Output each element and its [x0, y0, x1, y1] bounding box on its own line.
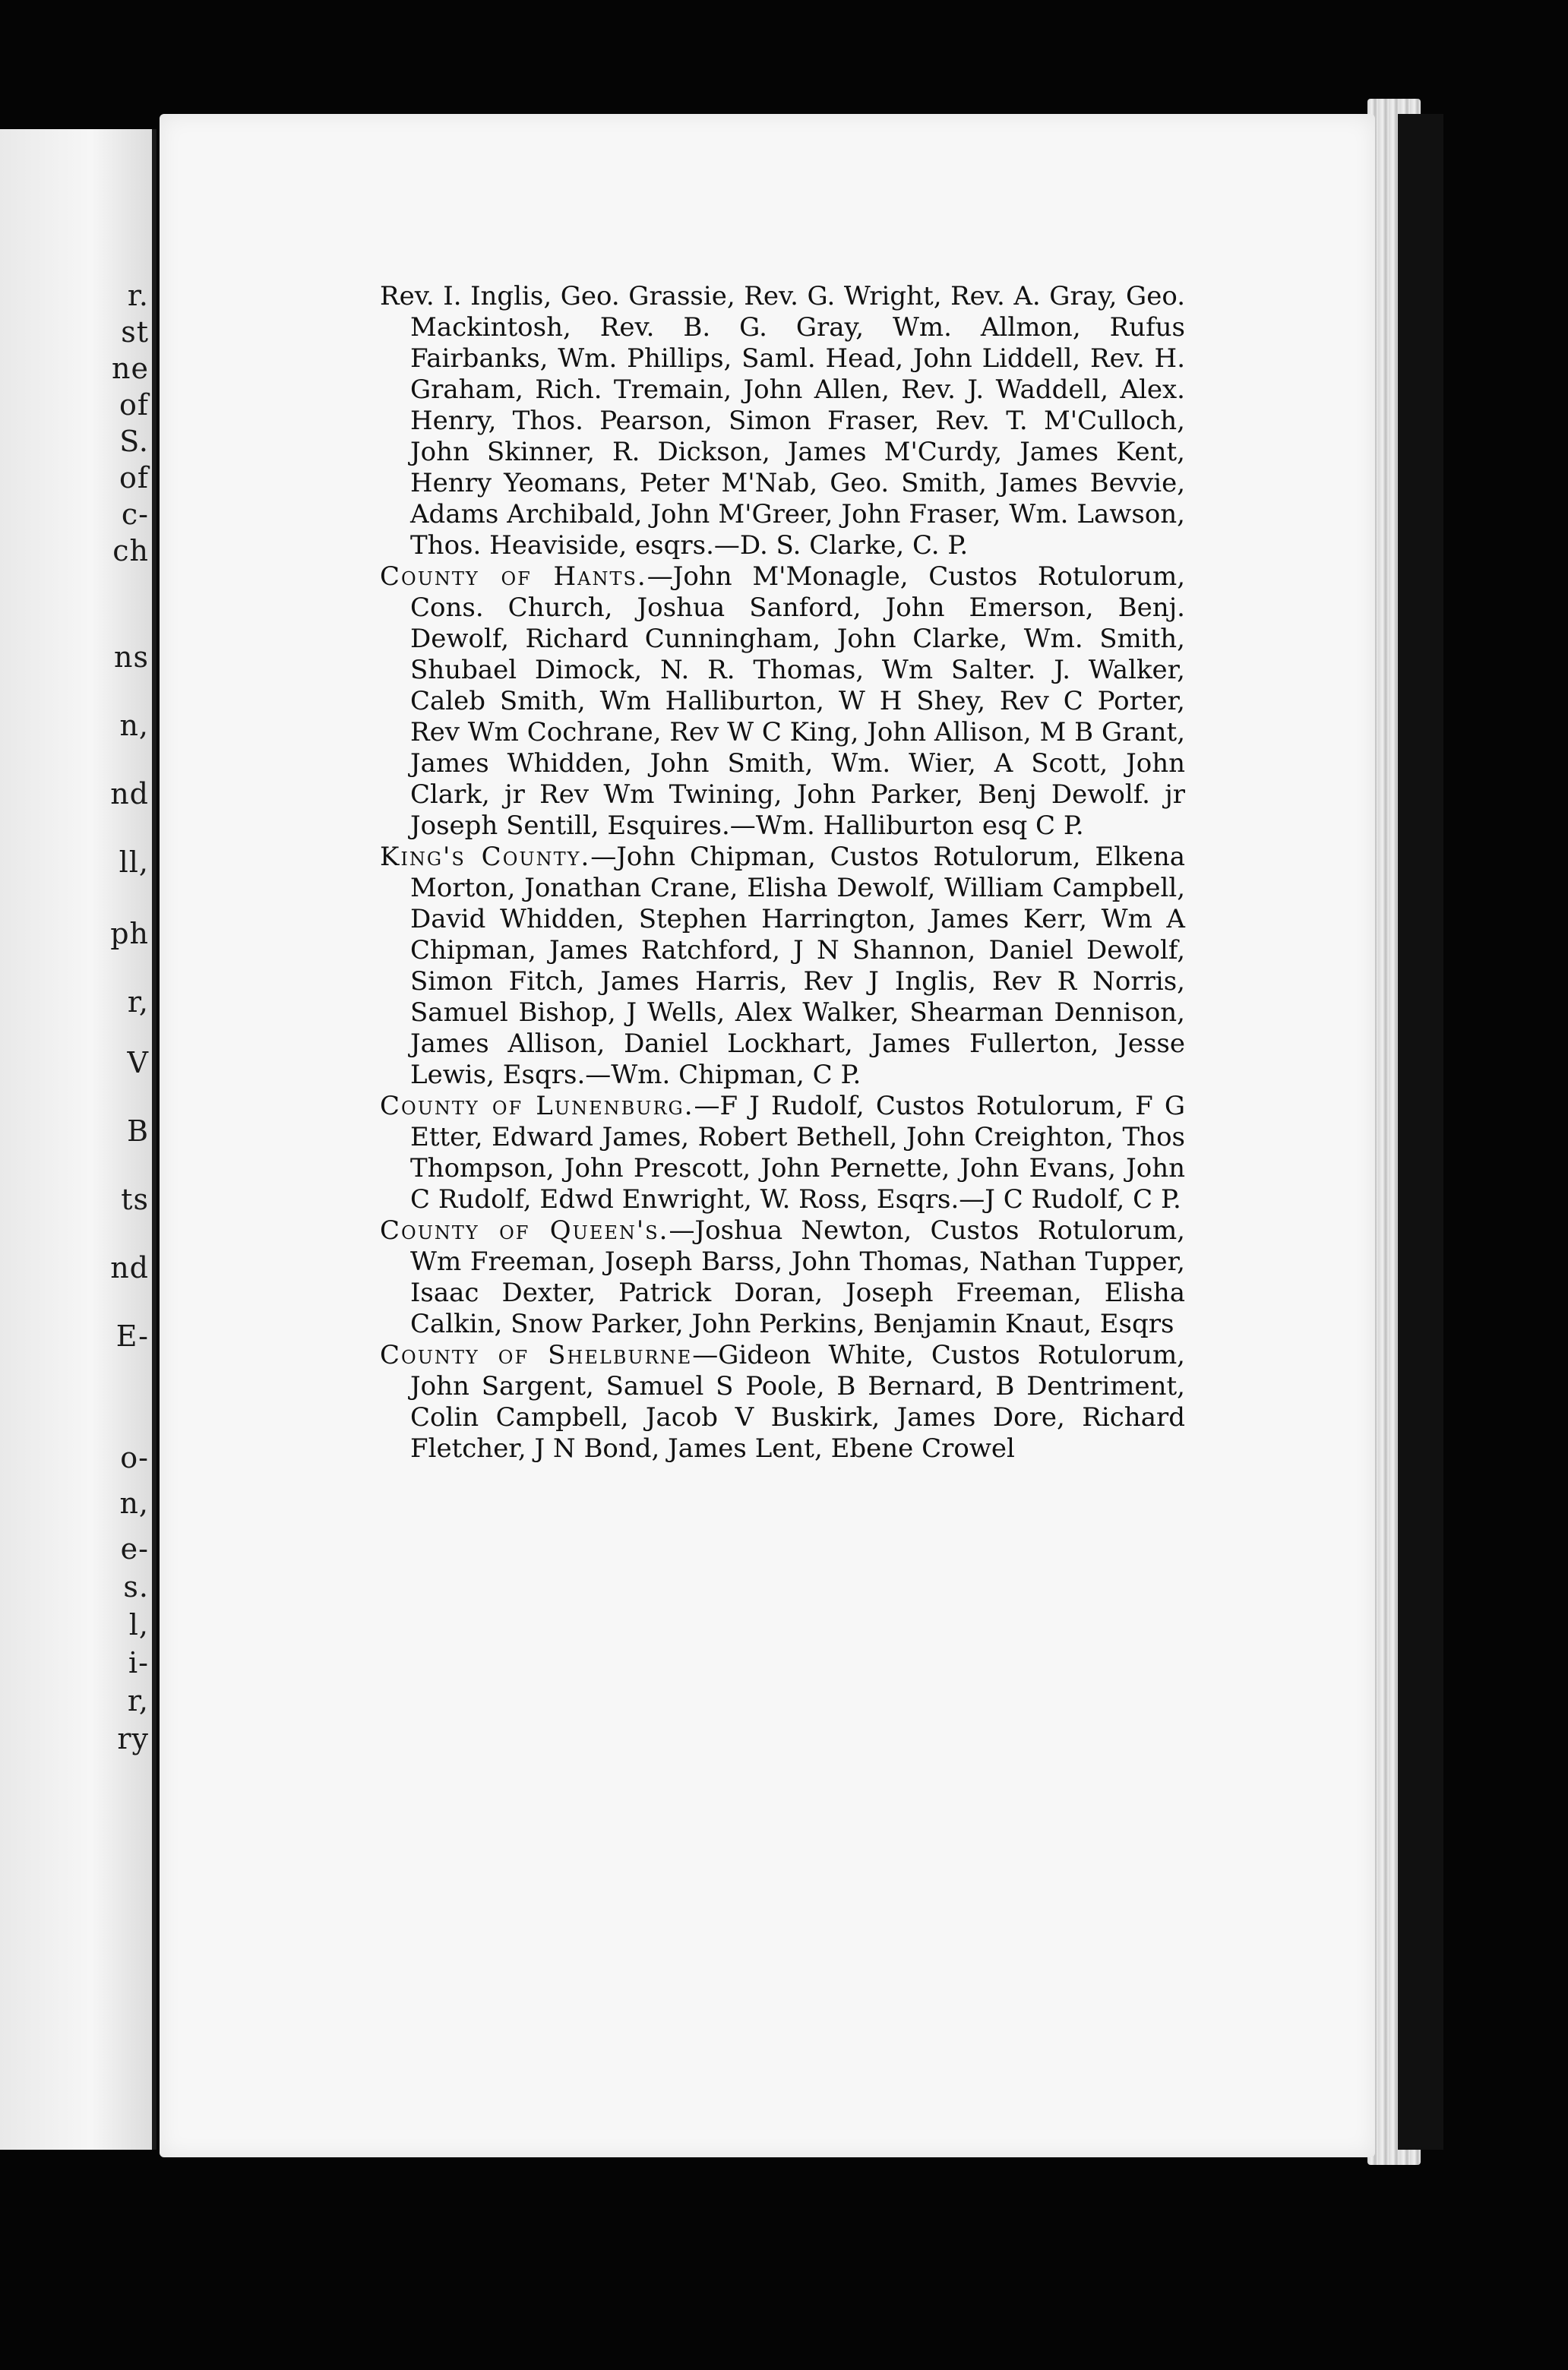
left-fragment-text: n,: [119, 709, 149, 742]
left-fragment-text: n,: [119, 1487, 149, 1520]
entry-text: —F J Rudolf, Custos Rotulorum, F G Etter, Edward James, Robert Bethell, John Creighton, Thos Thompson, John Prescott, John Pernette, John Evans, John C Rudolf, Edwd Enwright, W. Ross, Esqrs.—J C Rudolf, C P.: [410, 1091, 1185, 1215]
county-heading: County of Queen's.: [380, 1215, 669, 1246]
left-fragment-text: ry: [117, 1722, 149, 1755]
left-fragment-text: st: [121, 315, 149, 349]
left-fragment-text: ns: [114, 640, 149, 674]
entry-kings: [380, 842, 1185, 1091]
left-fragment-text: c-: [121, 498, 149, 531]
left-fragment-text: i-: [128, 1646, 149, 1680]
county-heading: County of Lunenburg.: [380, 1091, 694, 1121]
entry-queens: [380, 1215, 1185, 1340]
left-fragment-text: ne: [112, 352, 149, 385]
left-fragment-text: ch: [112, 534, 149, 567]
entry-lunenburg: [380, 1091, 1185, 1215]
left-fragment-text: ll,: [119, 845, 149, 879]
entry-text: —John Chipman, Custos Rotulorum, Elkena Morton, Jonathan Crane, Elisha Dewolf, William Campbell, David Whidden, Stephen Harrington, James Kerr, Wm A Chipman, James Ratchford, J N Shannon, Daniel Dewolf, Simon Fitch, James Harris, Rev J Inglis, Rev R Norris, Samuel Bishop, J Wells, Alex Walker, Shearman Dennison, James Allison, Daniel Lockhart, James Fullerton, Jesse Lewis, Esqrs.—Wm. Chipman, C P.: [410, 842, 1185, 1090]
left-fragment-text: E-: [115, 1319, 149, 1353]
left-fragment-text: of: [119, 388, 149, 422]
county-heading: King's County.: [380, 842, 591, 872]
left-fragment-text: s.: [123, 1570, 149, 1604]
entry-text: —John M'Monagle, Custos Rotulorum, Cons. Church, Joshua Sanford, John Emerson, Benj. Dewolf, Richard Cunningham, John Clarke, Wm. Smith, Shubael Dimock, N. R. Thomas, Wm Salter. J. Walker, Caleb Smith, Wm Halliburton, W H Shey, Rev C Porter, Rev Wm Cochrane, Rev W C King, John Allison, M B Grant, James Whidden, John Smith, Wm. Wier, A Scott, John Clark, jr Rev Wm Twining, John Parker, Benj Dewolf. jr Joseph Sentill, Esquires.—Wm. Halliburton esq C P.: [410, 561, 1186, 841]
entry-continued: [380, 281, 1185, 561]
left-fragment-text: B: [127, 1114, 149, 1148]
entry-text: —Gideon White, Custos Rotulorum, John Sargent, Samuel S Poole, B Bernard, B Dentriment, Colin Campbell, Jacob V Buskirk, James Dore, Richard Fletcher, J N Bond, James Lent, Ebene Crowel: [410, 1340, 1185, 1464]
entry-hants: [380, 561, 1185, 842]
left-fragment-text: nd: [110, 1251, 149, 1285]
left-fragment-text: ph: [110, 917, 149, 950]
left-fragment-text: e-: [120, 1532, 149, 1566]
entry-text: —Joshua Newton, Custos Rotulorum, Wm Freeman, Joseph Barss, John Thomas, Nathan Tupper, Isaac Dexter, Patrick Doran, Joseph Freeman, Elisha Calkin, Snow Parker, John Perkins, Benjamin Knaut, Esqrs: [410, 1215, 1185, 1339]
left-fragment-text: of: [119, 461, 149, 495]
magistrates-list: [380, 281, 1185, 1465]
left-fragment-text: r.: [127, 279, 149, 312]
county-heading: County of Shelburne: [380, 1340, 693, 1370]
left-fragment-text: r,: [127, 1684, 149, 1717]
left-fragment-text: nd: [110, 777, 149, 811]
left-fragment-text: r,: [127, 985, 149, 1019]
left-fragment-text: S.: [119, 425, 149, 458]
left-fragment-text: V: [127, 1046, 149, 1079]
book-cover-edge: [1398, 114, 1443, 2150]
left-fragment-text: ts: [121, 1183, 149, 1216]
left-fragment-text: o-: [120, 1441, 149, 1474]
left-page-fragment: [0, 129, 156, 2150]
entry-shelburne: [380, 1340, 1185, 1465]
entry-text: Rev. I. Inglis, Geo. Grassie, Rev. G. Wright, Rev. A. Gray, Geo. Mackintosh, Rev. B. G. Gray, Wm. Allmon, Rufus Fairbanks, Wm. Phillips, Saml. Head, John Liddell, Rev. H. Graham, Rich. Tremain, John Allen, Rev. J. Waddell, Alex. Henry, Thos. Pearson, Simon Fraser, Rev. T. M'Culloch, John Skinner, R. Dickson, James M'Curdy, James Kent, Henry Yeomans, Peter M'Nab, Geo. Smith, James Bevvie, Adams Archibald, John M'Greer, John Fraser, Wm. Lawson, Thos. Heaviside, esqrs.—D. S. Clarke, C. P.: [380, 281, 1185, 561]
county-heading: County of Hants.: [380, 561, 647, 592]
left-fragment-text: l,: [128, 1608, 149, 1642]
